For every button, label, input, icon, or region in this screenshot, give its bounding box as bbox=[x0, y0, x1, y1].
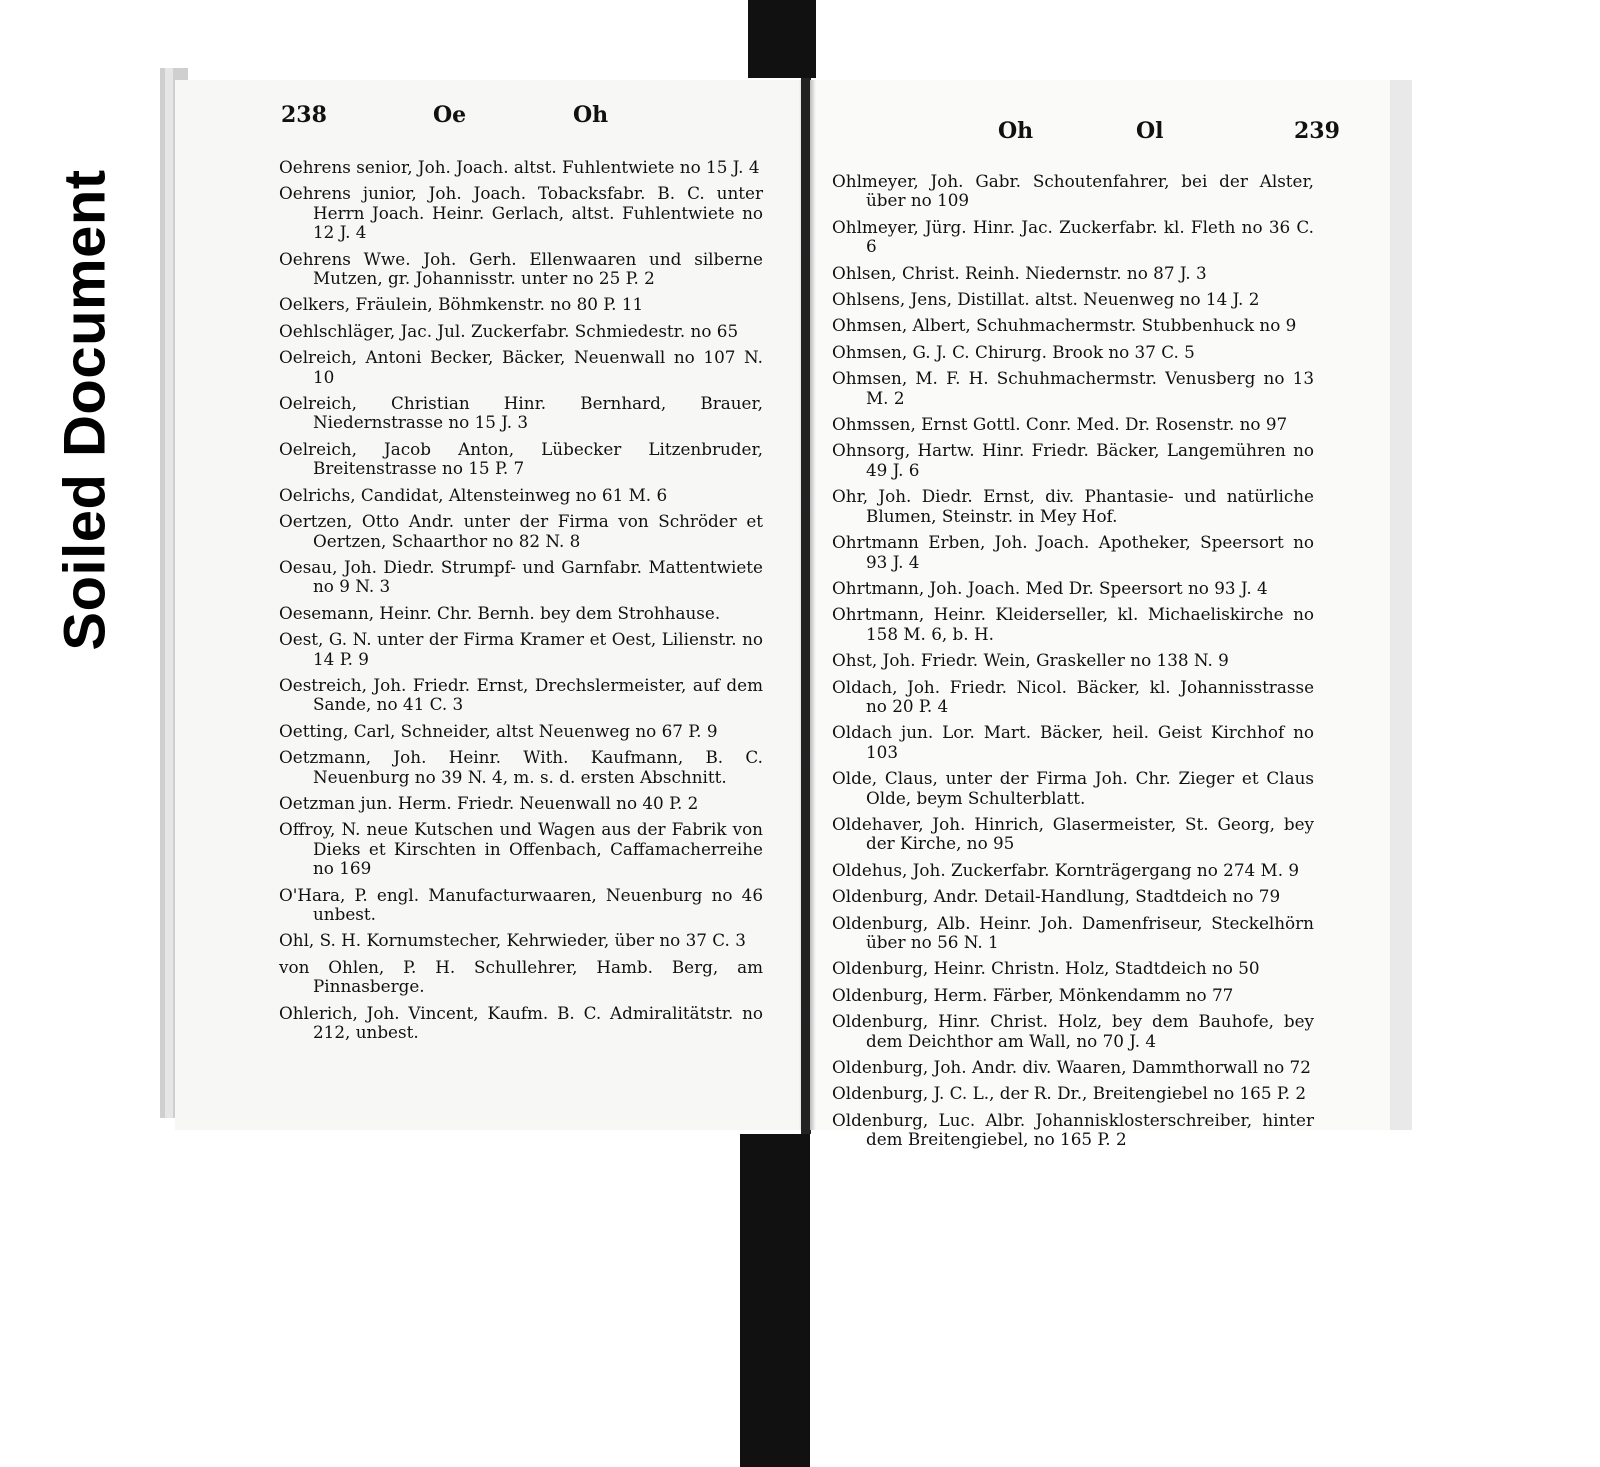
gutter-mask-bottom bbox=[740, 1134, 810, 1467]
directory-entry: Oldehaver, Joh. Hinrich, Glasermeister, St. Georg, bey der Kirche, no 95 bbox=[832, 813, 1314, 854]
right-page bbox=[810, 80, 1410, 1150]
directory-entry: Ohrtmann Erben, Joh. Joach. Apotheker, Speersort no 93 J. 4 bbox=[832, 532, 1314, 572]
directory-entry: Oest, G. N. unter der Firma Kramer et Oest, Lilienstr. no 14 P. 9 bbox=[279, 629, 763, 669]
directory-entry: Oehrens senior, Joh. Joach. altst. Fuhlentwiete no 15 J. 4 bbox=[279, 157, 760, 177]
directory-entry: Ohlerich, Joh. Vincent, Kaufm. B. C. Admiralitätstr. no 212, unbest. bbox=[279, 1002, 763, 1043]
left-page bbox=[175, 80, 805, 1130]
right-running-head-last: Ol bbox=[1136, 118, 1164, 144]
directory-entry: Ohlmeyer, Joh. Gabr. Schoutenfahrer, bei der Alster, über no 109 bbox=[832, 171, 1314, 211]
directory-entry: Ohmsen, G. J. C. Chirurg. Brook no 37 C. 5 bbox=[832, 341, 1195, 362]
directory-entry: Oelreich, Jacob Anton, Lübecker Litzenbruder, Breitenstrasse no 15 P. 7 bbox=[279, 438, 763, 479]
left-page-number: 238 bbox=[281, 102, 327, 128]
directory-entry: Oldehus, Joh. Zuckerfabr. Kornträgergang no 274 M. 9 bbox=[832, 859, 1300, 880]
directory-entry: Offroy, N. neue Kutschen und Wagen aus der Fabrik von Dieks et Kirschten in Offenbach, Caffamacherreihe no 169 bbox=[279, 819, 763, 879]
directory-entry: Oldenburg, Hinr. Christ. Holz, bey dem Bauhofe, bey dem Deichthor am Wall, no 70 J. 4 bbox=[832, 1011, 1314, 1051]
right-page-edge bbox=[1390, 80, 1412, 1130]
gutter-mask-top bbox=[748, 0, 816, 78]
directory-entry: Oehlschläger, Jac. Jul. Zuckerfabr. Schmiedestr. no 65 bbox=[279, 320, 739, 341]
directory-entry: Oesemann, Heinr. Chr. Bernh. bey dem Strohhause. bbox=[279, 602, 721, 623]
directory-entry: Ohl, S. H. Kornumstecher, Kehrwieder, über no 37 C. 3 bbox=[279, 930, 746, 951]
directory-entry: Oelrichs, Candidat, Altensteinweg no 61 M. 6 bbox=[279, 484, 668, 505]
directory-entry: Oldenburg, Herm. Färber, Mönkendamm no 77 bbox=[832, 984, 1234, 1005]
directory-entry: Ohmsen, Albert, Schuhmachermstr. Stubbenhuck no 9 bbox=[832, 315, 1297, 336]
directory-entry: von Ohlen, P. H. Schullehrer, Hamb. Berg, am Pinnasberge. bbox=[279, 956, 763, 997]
directory-entry: Oldach, Joh. Friedr. Nicol. Bäcker, kl. Johannisstrasse no 20 P. 4 bbox=[832, 676, 1314, 716]
directory-entry: Oetzmann, Joh. Heinr. With. Kaufmann, B. C. Neuenburg no 39 N. 4, m. s. d. ersten Abschnitt. bbox=[279, 747, 763, 787]
directory-entry: Ohlmeyer, Jürg. Hinr. Jac. Zuckerfabr. kl. Fleth no 36 C. 6 bbox=[832, 216, 1314, 257]
right-page-header bbox=[810, 118, 1410, 158]
directory-entry: Ohr, Joh. Diedr. Ernst, div. Phantasie- und natürliche Blumen, Steinstr. in Mey Hof. bbox=[832, 486, 1314, 526]
directory-entry: Oesau, Joh. Diedr. Strumpf- und Garnfabr. Mattentwiete no 9 N. 3 bbox=[279, 556, 763, 597]
left-page-header bbox=[175, 102, 805, 142]
directory-entry: Oelreich, Christian Hinr. Bernhard, Brauer, Niedernstrasse no 15 J. 3 bbox=[279, 393, 763, 433]
directory-entry: Oehrens junior, Joh. Joach. Tobacksfabr. B. C. unter Herrn Joach. Heinr. Gerlach, altst. Fuhlentwiete no 12 J. 4 bbox=[279, 183, 763, 243]
directory-entry: Oldenburg, Alb. Heinr. Joh. Damenfriseur, Steckelhörn über no 56 N. 1 bbox=[832, 912, 1314, 952]
directory-entry: Oldach jun. Lor. Mart. Bäcker, heil. Geist Kirchhof no 103 bbox=[832, 722, 1314, 762]
directory-entry: Ohst, Joh. Friedr. Wein, Graskeller no 138 N. 9 bbox=[832, 650, 1229, 671]
right-page-number: 239 bbox=[1294, 118, 1340, 144]
directory-entry: Oetting, Carl, Schneider, altst Neuenweg no 67 P. 9 bbox=[279, 720, 718, 741]
directory-entry: Oldenburg, Joh. Andr. div. Waaren, Dammthorwall no 72 bbox=[832, 1057, 1311, 1078]
directory-entry: Ohrtmann, Joh. Joach. Med Dr. Speersort no 93 J. 4 bbox=[832, 577, 1268, 598]
right-entry-list bbox=[832, 172, 1314, 1157]
soiled-document-stamp bbox=[50, 150, 120, 670]
directory-entry: Oehrens Wwe. Joh. Gerh. Ellenwaaren und silberne Mutzen, gr. Johannisstr. unter no 25 P. 2 bbox=[279, 248, 763, 289]
directory-entry: Ohmssen, Ernst Gottl. Conr. Med. Dr. Rosenstr. no 97 bbox=[832, 414, 1288, 435]
directory-entry: Oldenburg, Luc. Albr. Johannisklosterschreiber, hinter dem Breitengiebel, no 165 P. 2 bbox=[832, 1109, 1314, 1150]
directory-entry: Ohmsen, M. F. H. Schuhmachermstr. Venusberg no 13 M. 2 bbox=[832, 368, 1314, 408]
directory-entry: Oelkers, Fräulein, Böhmkenstr. no 80 P. 11 bbox=[279, 294, 644, 315]
directory-entry: Oelreich, Antoni Becker, Bäcker, Neuenwall no 107 N. 10 bbox=[279, 347, 763, 387]
directory-entry: Oertzen, Otto Andr. unter der Firma von Schröder et Oertzen, Schaarthor no 82 N. 8 bbox=[279, 511, 763, 551]
stamp-label: Soiled Document bbox=[52, 169, 118, 651]
directory-entry: Ohrtmann, Heinr. Kleiderseller, kl. Michaeliskirche no 158 M. 6, b. H. bbox=[832, 604, 1314, 644]
directory-entry: Ohlsens, Jens, Distillat. altst. Neuenweg no 14 J. 2 bbox=[832, 289, 1260, 310]
directory-entry: Oldenburg, Andr. Detail-Handlung, Stadtdeich no 79 bbox=[832, 886, 1281, 907]
left-running-head-last: Oh bbox=[573, 102, 609, 128]
directory-entry: Ohlsen, Christ. Reinh. Niedernstr. no 87 J. 3 bbox=[832, 262, 1207, 283]
right-running-head-first: Oh bbox=[998, 118, 1034, 144]
left-running-head-first: Oe bbox=[433, 102, 467, 128]
directory-entry: Oetzman jun. Herm. Friedr. Neuenwall no 40 P. 2 bbox=[279, 792, 699, 813]
directory-entry: Oldenburg, Heinr. Christn. Holz, Stadtdeich no 50 bbox=[832, 958, 1260, 979]
directory-entry: Oldenburg, J. C. L., der R. Dr., Breitengiebel no 165 P. 2 bbox=[832, 1083, 1307, 1104]
left-entry-list bbox=[279, 158, 763, 1049]
directory-entry: Ohnsorg, Hartw. Hinr. Friedr. Bäcker, Langemühren no 49 J. 6 bbox=[832, 440, 1314, 480]
directory-entry: Oestreich, Joh. Friedr. Ernst, Drechslermeister, auf dem Sande, no 41 C. 3 bbox=[279, 674, 763, 715]
left-page-edge-highlight bbox=[165, 68, 173, 1118]
right-page-gutter-shade bbox=[810, 80, 816, 1130]
directory-entry: O'Hara, P. engl. Manufacturwaaren, Neuenburg no 46 unbest. bbox=[279, 884, 763, 924]
directory-entry: Olde, Claus, unter der Firma Joh. Chr. Zieger et Claus Olde, beym Schulterblatt. bbox=[832, 768, 1314, 808]
